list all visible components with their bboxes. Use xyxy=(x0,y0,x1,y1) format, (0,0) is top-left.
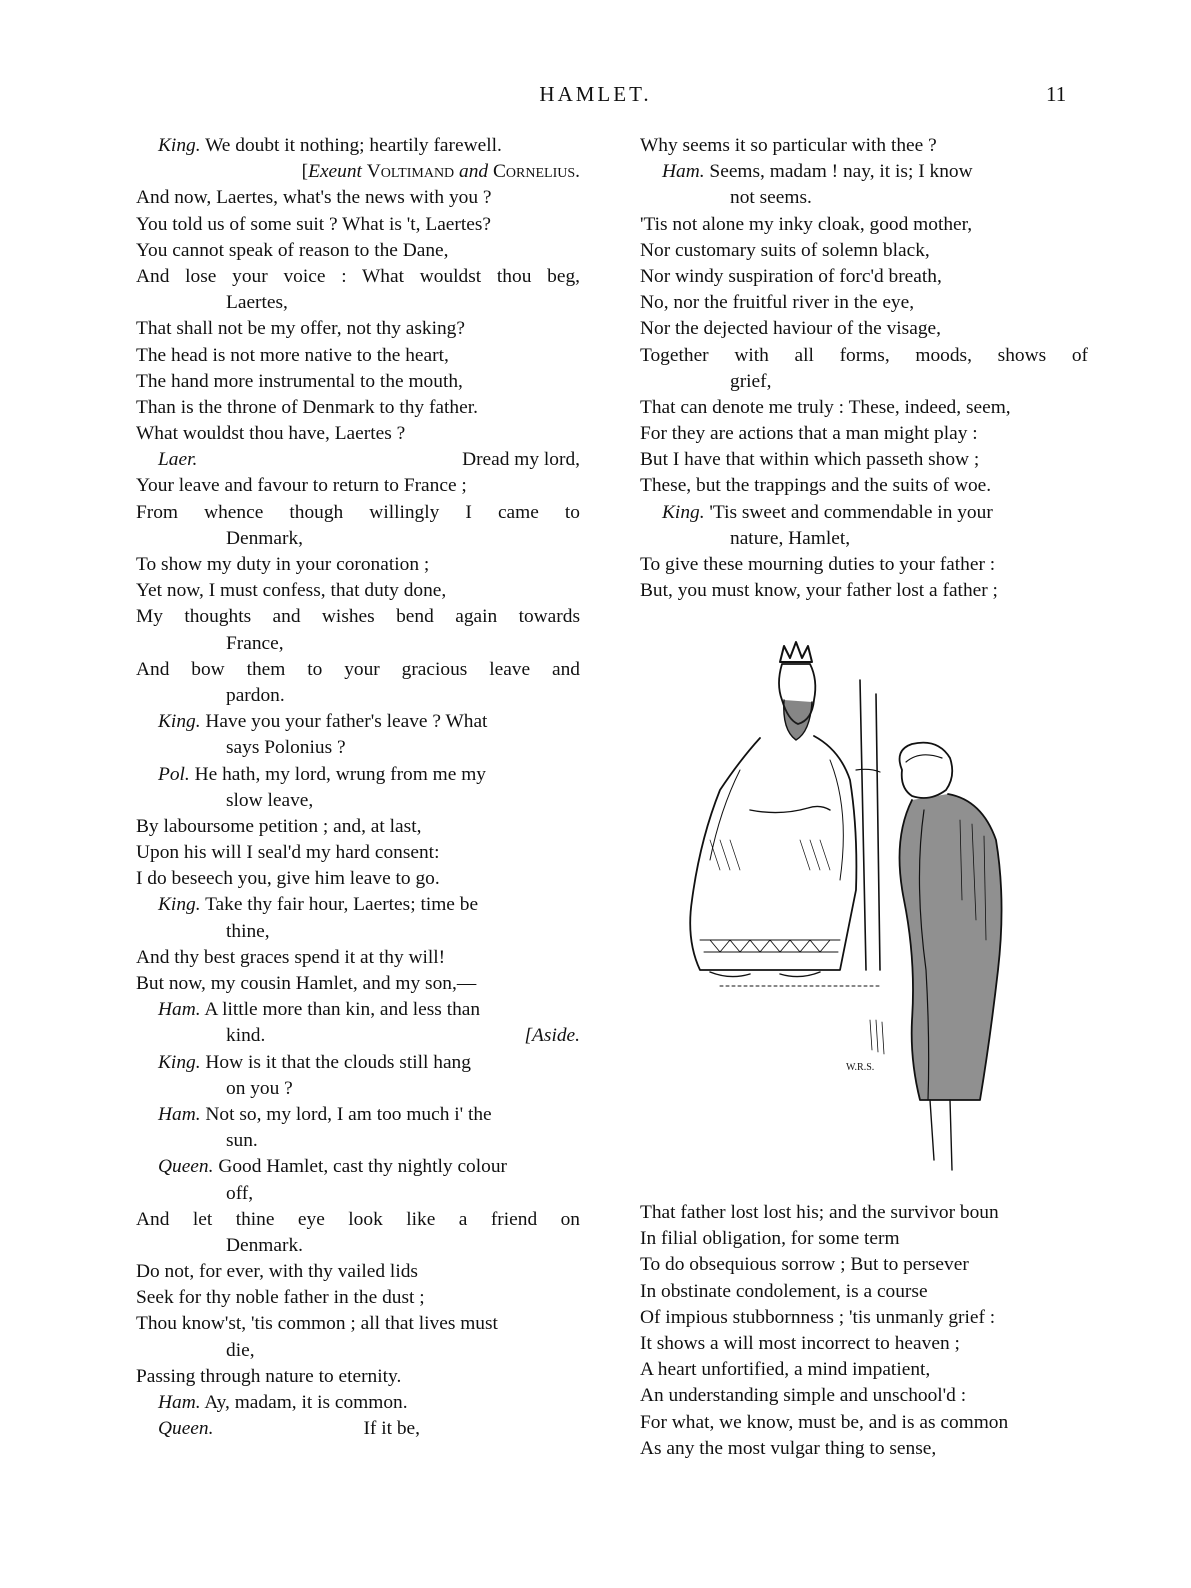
verse-line: I do beseech you, give him leave to go. xyxy=(136,868,440,890)
verse-line: As any the most vulgar thing to sense, xyxy=(640,1437,937,1459)
verse-line: From whence though willingly I came to xyxy=(136,501,580,523)
verse-line-continuation: nature, Hamlet, xyxy=(730,527,851,549)
verse-line: In obstinate condolement, is a course xyxy=(640,1280,928,1302)
speaker-name: Queen. xyxy=(158,1156,214,1178)
verse-line-continuation: says Polonius ? xyxy=(226,737,346,759)
speaker-name: King. xyxy=(158,135,201,156)
verse-line: You cannot speak of reason to the Dane, xyxy=(136,239,449,261)
verse-line: In filial obligation, for some term xyxy=(640,1228,900,1250)
speaker-name: Ham. xyxy=(158,999,201,1021)
verse-line-continuation: kind. [Aside. xyxy=(136,1023,580,1049)
verse-line-continuation: grief, xyxy=(730,370,772,392)
verse-line: By laboursome petition ; and, at last, xyxy=(136,815,422,837)
verse-line: Ham. Not so, my lord, I am too much i' the xyxy=(158,1103,492,1125)
speaker-name: King. xyxy=(662,501,705,523)
speaker-name: Ham. xyxy=(662,161,705,183)
verse-line: Together with all forms, moods, shows of xyxy=(640,344,1088,366)
verse-line: King. Have you your father's leave ? What xyxy=(158,711,488,733)
speaker-name: King. xyxy=(158,1051,201,1073)
illustrator-signature: W.R.S. xyxy=(846,1062,875,1073)
speaker-name: Laer. xyxy=(158,449,198,471)
king-robe xyxy=(690,736,856,970)
verse-line: And now, Laertes, what's the news with you ? xyxy=(136,187,492,209)
verse-line: That can denote me truly : These, indeed, seem, xyxy=(640,396,1011,418)
verse-line-continuation: off, xyxy=(226,1182,254,1204)
stage-direction: [Exeunt Voltimand and Cornelius. xyxy=(301,161,580,183)
verse-line: My thoughts and wishes bend again towards xyxy=(136,606,580,628)
speaker-name: Ham. xyxy=(158,1103,201,1125)
verse-line: What wouldst thou have, Laertes ? xyxy=(136,423,406,445)
verse-line: And lose your voice : What wouldst thou beg, xyxy=(136,265,580,287)
verse-line: For they are actions that a man might play : xyxy=(640,423,978,445)
verse-line: Nor the dejected haviour of the visage, xyxy=(640,318,941,340)
verse-line: Seek for thy noble father in the dust ; xyxy=(136,1287,425,1309)
verse-line: Your leave and favour to return to France ; xyxy=(136,475,467,497)
verse-line-continuation: slow leave, xyxy=(226,789,314,811)
verse-line: An understanding simple and unschool'd : xyxy=(640,1385,967,1407)
verse-line: To do obsequious sorrow ; But to persever xyxy=(640,1254,969,1276)
verse-line: These, but the trappings and the suits of woe. xyxy=(640,475,992,497)
verse-line-continuation: Laertes, xyxy=(226,292,288,314)
king-beard xyxy=(784,700,812,740)
verse-line-continuation: thine, xyxy=(226,920,270,942)
right-column-bottom xyxy=(640,1200,1088,1462)
verse-line: No, nor the fruitful river in the eye, xyxy=(640,292,915,314)
stage-direction: [Aside. xyxy=(524,1025,580,1047)
verse-line: Thou know'st, 'tis common ; all that lives must xyxy=(136,1313,498,1335)
page-number: 11 xyxy=(1046,82,1067,106)
speaker-name: Queen. xyxy=(158,1418,214,1440)
verse-line: You told us of some suit ? What is 't, Laertes? xyxy=(136,213,492,235)
verse-line: And let thine eye look like a friend on xyxy=(136,1208,580,1230)
verse-line: Why seems it so particular with thee ? xyxy=(640,135,937,156)
verse-line: Ham. A little more than kin, and less than xyxy=(158,999,481,1021)
verse-line: Do not, for ever, with thy vailed lids xyxy=(136,1261,418,1283)
verse-line: For what, we know, must be, and is as common xyxy=(640,1411,1009,1433)
verse-line: And bow them to your gracious leave and xyxy=(136,658,580,680)
verse-line: Upon his will I seal'd my hard consent: xyxy=(136,842,440,864)
verse-line: But, you must know, your father lost a father ; xyxy=(640,580,998,602)
verse-line: Nor windy suspiration of forc'd breath, xyxy=(640,265,942,287)
verse-line: Ham. Ay, madam, it is common. xyxy=(158,1392,408,1413)
verse-line: King. How is it that the clouds still hang xyxy=(158,1051,471,1073)
verse-line: King. Take thy fair hour, Laertes; time be xyxy=(158,894,479,916)
speaker-name: King. xyxy=(158,894,201,916)
left-column xyxy=(136,133,580,1442)
crown-icon xyxy=(780,642,812,662)
speaker-name: Ham. xyxy=(158,1392,201,1413)
speaker-name: King. xyxy=(158,711,201,733)
verse-line: Of impious stubbornness ; 'tis unmanly grief : xyxy=(640,1306,996,1328)
verse-line: To give these mourning duties to your father : xyxy=(640,554,996,575)
verse-line: King. 'Tis sweet and commendable in your xyxy=(662,501,993,523)
verse-line-continuation: die, xyxy=(226,1339,255,1361)
verse-line: Than is the throne of Denmark to thy father. xyxy=(136,396,478,418)
verse-line: And thy best graces spend it at thy will! xyxy=(136,946,446,968)
verse-line-continuation: pardon. xyxy=(226,684,285,706)
verse-line: Passing through nature to eternity. xyxy=(136,1365,402,1387)
verse-line: Pol. He hath, my lord, wrung from me my xyxy=(158,763,486,785)
verse-line-continuation: France, xyxy=(226,632,284,654)
verse-line-continuation: not seems. xyxy=(730,187,812,209)
verse-line-continuation: Denmark, xyxy=(226,527,303,549)
verse-line: But I have that within which passeth show ; xyxy=(640,449,980,471)
verse-line: Ham. Seems, madam ! nay, it is; I know xyxy=(662,161,973,183)
speaker-name: Pol. xyxy=(158,763,190,785)
verse-line-continuation: on you ? xyxy=(226,1077,293,1099)
verse-line: King. We doubt it nothing; heartily farewell. xyxy=(158,135,502,156)
verse-line: But now, my cousin Hamlet, and my son,— xyxy=(136,973,477,994)
hamlet-cloak xyxy=(900,794,1002,1100)
verse-line: Queen. If it be, xyxy=(158,1418,421,1440)
verse-line-continuation: Denmark. xyxy=(226,1234,303,1256)
verse-line: The hand more instrumental to the mouth, xyxy=(136,370,463,392)
verse-line: It shows a will most incorrect to heaven ; xyxy=(640,1332,960,1354)
king-and-hamlet-illustration xyxy=(680,640,1070,1185)
verse-line: Nor customary suits of solemn black, xyxy=(640,239,930,261)
running-title: HAMLET. xyxy=(539,82,652,106)
verse-line: The head is not more native to the heart, xyxy=(136,344,449,366)
verse-line: To show my duty in your coronation ; xyxy=(136,554,430,575)
verse-line: Laer. Dread my lord, xyxy=(136,447,580,473)
verse-line: Queen. Good Hamlet, cast thy nightly colour xyxy=(158,1156,507,1178)
throne xyxy=(860,680,880,970)
hamlet-head xyxy=(900,743,953,798)
verse-line: That father lost lost his; and the survivor boun xyxy=(640,1202,999,1223)
verse-line-continuation: sun. xyxy=(226,1130,258,1152)
verse-line: 'Tis not alone my inky cloak, good mother, xyxy=(640,213,973,235)
right-column-top xyxy=(640,133,1088,604)
verse-line: Yet now, I must confess, that duty done, xyxy=(136,580,447,602)
verse-line: A heart unfortified, a mind impatient, xyxy=(640,1359,931,1381)
verse-line: That shall not be my offer, not thy asking? xyxy=(136,318,465,340)
